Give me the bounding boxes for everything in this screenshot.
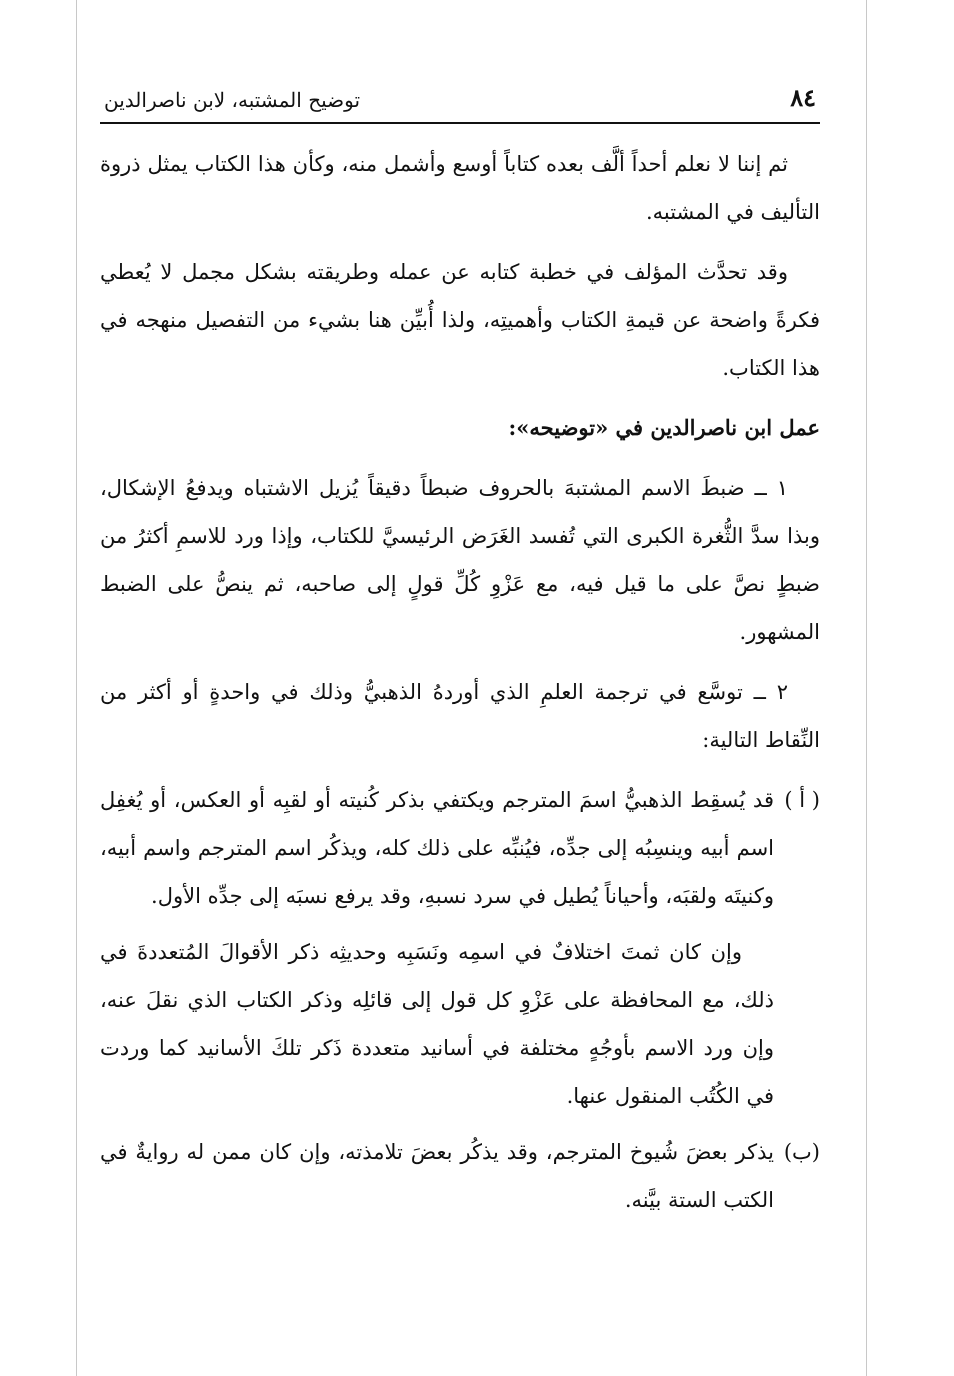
- running-title: توضيح المشتبه، لابن ناصرالدين: [104, 88, 361, 112]
- list-item-b: [100, 1128, 820, 1232]
- page-number: ٨٤: [790, 83, 816, 112]
- paragraph: يذكر بعضَ شُيوخ المترجم، وقد يذكُر بعضَ تلامذته، وإن كان ممن له روايةٌ في الكتب الستة بيَّنه.: [100, 1140, 774, 1212]
- book-page: [100, 78, 820, 1232]
- scan-mark: [866, 0, 867, 1376]
- paragraph: قد يُسقِط الذهبيُّ اسمَ المترجم ويكتفي بذكر كُنيته أو لقبِه أو العكس، أو يُغفِل اسم أبيه وينسِبُه إلى جدِّه، فيُنبِّه على ذلك كله، ويذكُر اسم المترجم واسم أبيه، وكنيتَه ولقبَه، وأحياناً يُطيل في سرد نسبهِ، وقد يرفع نسبَه إلى جدِّه الأول.: [100, 788, 774, 908]
- item-marker: (ب): [783, 1140, 820, 1164]
- paragraph: ثم إننا لا نعلم أحداً ألَّف بعده كتاباً أوسع وأشمل منه، وكأن هذا الكتاب يمثل ذروة التأليف في المشتبه.: [100, 152, 820, 224]
- paragraph: ١ ــ ضبطَ الاسم المشتبهَ بالحروف ضبطاً دقيقاً يُزيل الاشتباه ويدفعُ الإشكال، وبذا سدَّ الثُّغرة الكبرى التي تُفسد الغَرَض الرئيسيَّ للكتاب، وإذا ورد للاسمِ أكثرُ من ضبطٍ نصَّ على ما قيل فيه، مع عَزْوِ كُلِّ قولٍ إلى صاحبه، ثم ينصُّ على الضبط المشهور.: [100, 476, 820, 644]
- section-heading: عمل ابن ناصرالدين في «توضيحه»:: [508, 415, 820, 440]
- item-text: [100, 1128, 774, 1232]
- page-header: [100, 78, 820, 124]
- scan-mark: [76, 0, 77, 1376]
- paragraph: ٢ ــ توسَّع في ترجمة العلمِ الذي أوردهُ الذهبيُّ وذلك في واحدةٍ أو أكثر من النِّقاط التالية:: [100, 680, 820, 752]
- paragraph: وقد تحدَّث المؤلف في خطبة كتابه عن عمله وطريقته بشكل مجمل لا يُعطي فكرةً واضحة عن قيمةِ الكتاب وأهميتِه، ولذا أُبيِّن هنا بشيء من التفصيل منهجه في هذا الكتاب.: [100, 260, 820, 380]
- item-marker: ( أ ): [784, 788, 820, 812]
- page-body: [100, 124, 820, 1232]
- paragraph: وإن كان ثمتَ اختلافٌ في اسمِه ونَسَبِه وحديثِه ذكر الأقوالَ المُتعددةَ في ذلك، مع المحافظة على عَزْوِ كل قول إلى قائلِه وذكر الكتاب الذي نقلَ عنه، وإن ورد الاسم بأوجُهٍ مختلفة في أسانيد متعددة ذَكر تلكَ الأسانيد كما وردت في الكُتُب المنقول عنها.: [100, 940, 774, 1108]
- list-item-a: [100, 776, 820, 1128]
- item-text: [100, 776, 774, 1128]
